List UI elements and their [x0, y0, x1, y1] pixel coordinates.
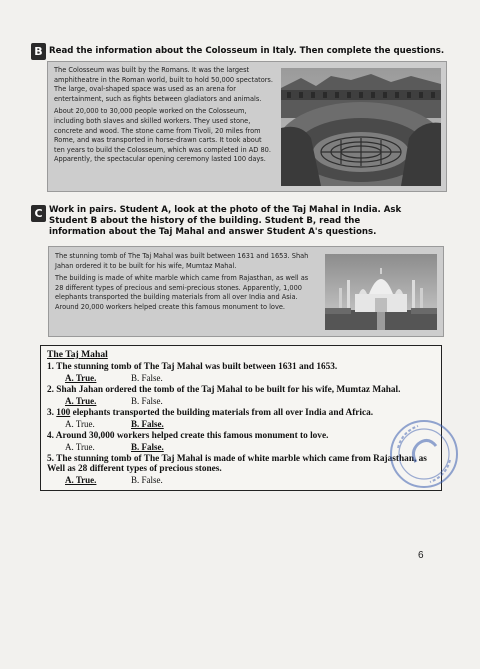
question-4: 4. Around 30,000 workers helped create this famous monument to love.	[47, 431, 329, 441]
school-stamp	[388, 418, 460, 490]
q3-prefix: 3.	[47, 408, 57, 418]
question-2: 2. Shah Jahan ordered the tomb of the Taj Mahal to be built for his wife, Mumtaz Mahal.	[47, 385, 401, 395]
section-b-title: Read the information about the Colosseum in Italy. Then complete the questions.	[49, 46, 445, 56]
question-5: 5. The stunning tomb of The Taj Mahal is made of white marble which came from Rajasthan, as Well as 28 different types of precious stones.	[47, 454, 427, 474]
taj-mahal-text	[55, 252, 317, 316]
q5-option-b[interactable]: B. False.	[131, 475, 163, 485]
section-c-title: Work in pairs. Student A, look at the photo of the Taj Mahal in India. Ask Student B about the history of the building. Student B, read the information about the Taj Mahal and answer Student A's questions.	[49, 205, 402, 237]
taj-mahal-info-box	[48, 246, 444, 337]
taj-mahal-paragraph-1: The stunning tomb of The Taj Mahal was built between 1631 and 1653. Shah Jahan ordered it to be built for his wife, Mumtaz Mahal.	[55, 252, 309, 270]
q3-option-b[interactable]: B. False.	[131, 419, 164, 429]
question-1: 1. The stunning tomb of The Taj Mahal was built between 1631 and 1653.	[47, 362, 338, 372]
section-c-heading	[31, 205, 451, 238]
q4-option-a[interactable]: A. True.	[65, 442, 95, 452]
q3-highlight: 100	[56, 408, 71, 418]
section-c-badge: C	[31, 205, 46, 222]
colosseum-info-box	[47, 61, 447, 192]
page-number: 6	[418, 550, 424, 561]
q3-rest: elephants transported the building materials from all over India and Africa.	[70, 408, 374, 418]
colosseum-photo	[281, 68, 441, 186]
taj-mahal-paragraph-2: The building is made of white marble which came from Rajasthan, as well as 28 different types of precious and semi-precious stones. Apparently, 1,000 elephants transported the building materials from all over India and Asia. Around 20,000 workers helped create this famous monument to love.	[55, 274, 309, 311]
exercise-title: The Taj Mahal	[47, 349, 108, 360]
q4-option-b[interactable]: B. False.	[131, 442, 164, 452]
section-b-heading	[31, 43, 451, 60]
q5-option-a[interactable]: A. True.	[65, 475, 97, 485]
taj-mahal-photo	[325, 254, 437, 330]
question-3	[47, 408, 373, 418]
section-b-badge: B	[31, 43, 46, 60]
q2-option-a[interactable]: A. True.	[65, 396, 97, 406]
colosseum-paragraph-2: About 20,000 to 30,000 people worked on the Colosseum, including both slaves and skilled workers. They used stone, concrete and wood. The stone came from Tivoli, 20 miles from Rome, and was transported in horse-drawn carts. It took about ten years to build the Colosseum, which was completed in AD 80. Apparently, the spectacular opening ceremony lasted 100 days.	[54, 107, 271, 164]
taj-mahal-exercise	[40, 345, 442, 491]
q3-option-a[interactable]: A. True.	[65, 419, 95, 429]
q1-option-a[interactable]: A. True.	[65, 373, 97, 383]
colosseum-paragraph-1: The Colosseum was built by the Romans. It was the largest amphitheatre in the Roman world, built to hold 50,000 spectators. The large, oval-shaped space was used as an arena for entertainment, such as fights between gladiators and animals.	[54, 66, 273, 103]
q2-option-b[interactable]: B. False.	[131, 396, 163, 406]
colosseum-text	[54, 66, 274, 168]
q1-option-b[interactable]: B. False.	[131, 373, 163, 383]
